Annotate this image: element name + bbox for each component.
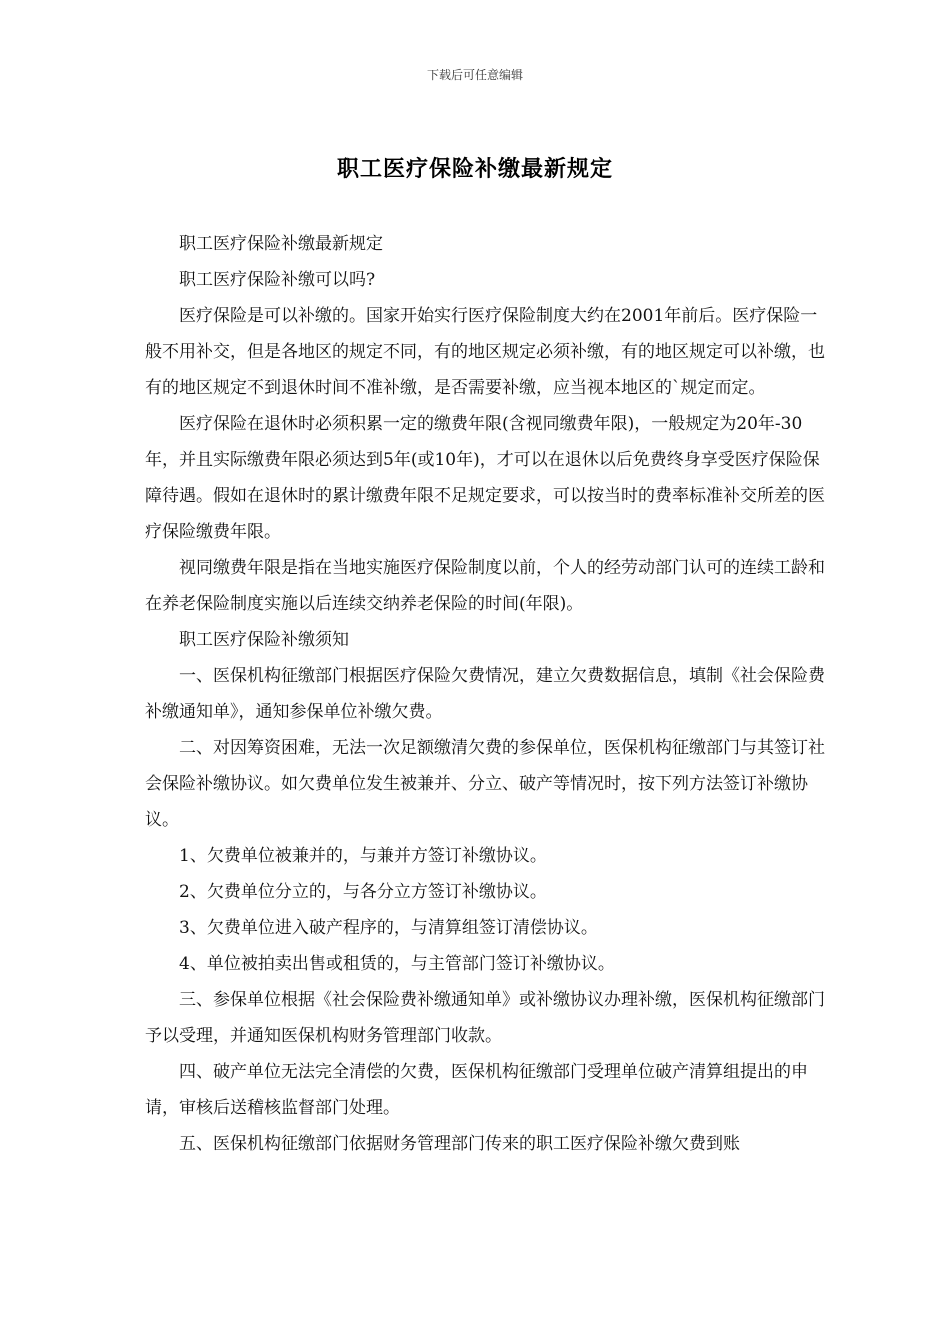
paragraph: 医疗保险是可以补缴的。国家开始实行医疗保险制度大约在2001年前后。医疗保险一般不用补交，但是各地区的规定不同，有的地区规定必须补缴，有的地区规定可以补缴，也有的地区规定不到退休时间不准补缴，是否需要补缴，应当视本地区的`规定而定。: [145, 306, 825, 398]
paragraph: 三、参保单位根据《社会保险费补缴通知单》或补缴协议办理补缴，医保机构征缴部门予以受理，并通知医保机构财务管理部门收款。: [145, 990, 825, 1046]
paragraph: 医疗保险在退休时必须积累一定的缴费年限(含视同缴费年限)，一般规定为20年-30年，并且实际缴费年限必须达到5年(或10年)，才可以在退休以后免费终身享受医疗保险保障待遇。假如在退休时的累计缴费年限不足规定要求，可以按当时的费率标准补交所差的医疗保险缴费年限。: [145, 414, 825, 542]
paragraph-question: 职工医疗保险补缴可以吗?: [179, 270, 376, 290]
paragraph: 视同缴费年限是指在当地实施医疗保险制度以前，个人的经劳动部门认可的连续工龄和在养老保险制度实施以后连续交纳养老保险的时间(年限)。: [145, 558, 825, 614]
paragraph: 五、医保机构征缴部门依据财务管理部门传来的职工医疗保险补缴欠费到账: [179, 1134, 740, 1154]
section-heading: 职工医疗保险补缴须知: [179, 630, 349, 650]
paragraph-subtitle: 职工医疗保险补缴最新规定: [179, 234, 383, 254]
list-item: 1、欠费单位被兼并的，与兼并方签订补缴协议。: [179, 846, 547, 866]
paragraph: 一、医保机构征缴部门根据医疗保险欠费情况，建立欠费数据信息，填制《社会保险费补缴通知单》，通知参保单位补缴欠费。: [145, 666, 825, 722]
list-item: 2、欠费单位分立的，与各分立方签订补缴协议。: [179, 882, 547, 902]
paragraph: 四、破产单位无法完全清偿的欠费，医保机构征缴部门受理单位破产清算组提出的申请，审核后送稽核监督部门处理。: [145, 1062, 808, 1118]
document-title: 职工医疗保险补缴最新规定: [336, 157, 613, 182]
list-item: 3、欠费单位进入破产程序的，与清算组签订清偿协议。: [179, 918, 598, 938]
document-body: [145, 226, 825, 1162]
list-item: 4、单位被拍卖出售或租赁的，与主管部门签订补缴协议。: [179, 954, 615, 974]
page-header-note: 下载后可任意编辑: [426, 68, 523, 82]
paragraph: 二、对因筹资困难，无法一次足额缴清欠费的参保单位，医保机构征缴部门与其签订社会保险补缴协议。如欠费单位发生被兼并、分立、破产等情况时，按下列方法签订补缴协议。: [145, 738, 825, 830]
